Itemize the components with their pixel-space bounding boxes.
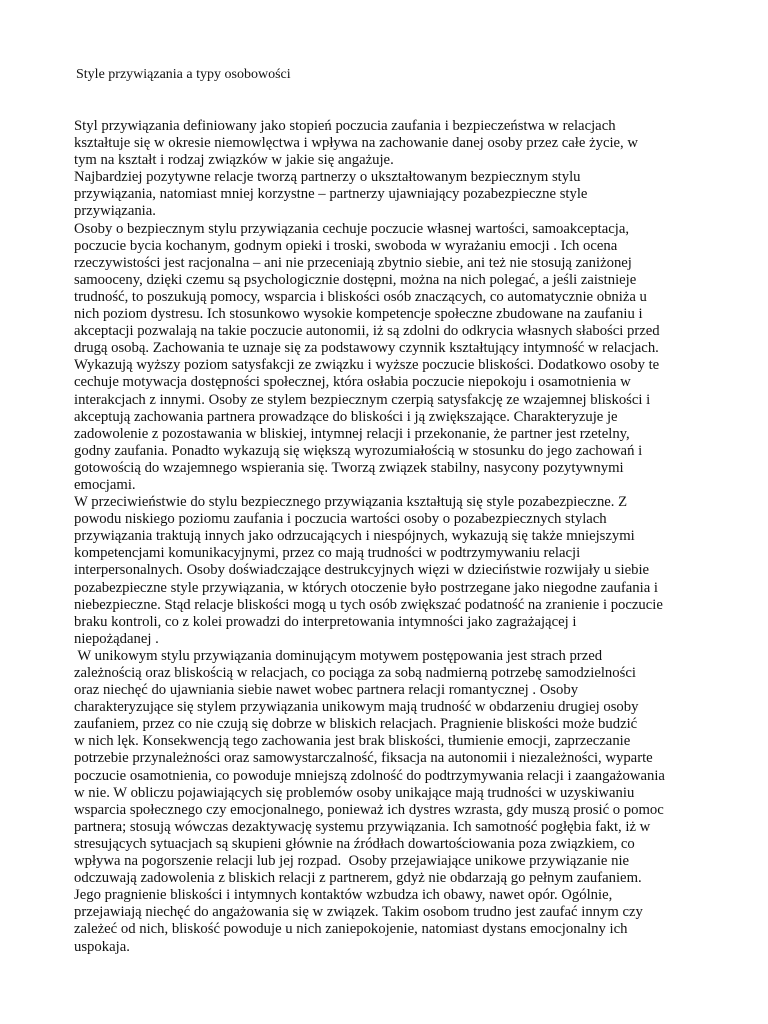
document-title: Style przywiązania a typy osobowości [76,67,291,82]
paragraph-relations: Najbardziej pozytywne relacje tworzą partnerzy o ukształtowanym bezpiecznym stylu przywiązania, natomiast mniej korzystne – partnerzy ujawniający pozabezpieczne style przywiązania. [74,169,588,220]
paragraph-secure-style: Osoby o bezpiecznym stylu przywiązania cechuje poczucie własnej wartości, samoakceptacja, poczucie bycia kochanym, godnym opieki i troski, swoboda w wyrażaniu emocji . Ich ocena rzeczywistości jest racjonalna – ani nie przeceniają zbytnio siebie, ani też nie stosują zaniżonej samooceny, dzięki czemu są psychologicznie dostępni, można na nich polegać, a jeśli zaistnieje trudność, to poszukują pomocy, wsparcia i bliskości osób znaczących, co automatycznie obniża u nich poziom dystresu. Ich stosunkowo wysokie kompetencje społeczne zbudowane na zaufaniu i akceptacji pozwalają na takie poczucie autonomii, iż są zdolni do odkrycia własnych słabości przed drugą osobą. Zachowania te uznaje się za podstawowy czynnik kształtujący intymność w relacjach. Wykazują wyższy poziom satysfakcji ze związku i wyższe poczucie bliskości. Dodatkowo osoby te cechuje motywacja dostępności społecznej, która osłabia poczucie niepokoju i osamotnienia w interakcjach z innymi. Osoby ze stylem bezpiecznym czerpią satysfakcję ze wzajemnej bliskości i akceptują zachowania partnera prowadzące do bliskości i ją zwiększające. Charakteryzuje je zadowolenie z pozostawania w bliskiej, intymnej relacji i przekonanie, że partner jest rzetelny, godny zaufania. Ponadto wykazują się większą wyrozumiałością w stosunku do jego zachowań i gotowością do wzajemnego wspierania się. Tworzą związek stabilny, nasycony pozytywnymi emocjami. [74,220,660,493]
paragraph-avoidant-style: W unikowym stylu przywiązania dominującym motywem postępowania jest strach przed zależnością oraz bliskością w relacjach, co pociąga za sobą nadmierną potrzebę samodzielności oraz niechęć do ujawniania siebie nawet wobec partnera relacji romantycznej . Osoby charakteryzujące się stylem przywiązania unikowym mają trudność w obdarzeniu drugiej osoby zaufaniem, przez co nie czują się dobrze w bliskich relacjach. Pragnienie bliskości może budzić w nich lęk. Konsekwencją tego zachowania jest brak bliskości, tłumienie emocji, zaprzeczanie potrzebie przynależności oraz samowystarczalność, fiksacja na autonomii i niezależności, wyparte poczucie osamotnienia, co powoduje mniejszą zdolność do podtrzymywania relacji i zaangażowania w nie. W obliczu pojawiających się problemów osoby unikające mają trudności w uzyskiwaniu wsparcia społecznego czy emocjonalnego, ponieważ ich dystres wzrasta, gdy muszą prosić o pomoc partnera; stosują wówczas dezaktywację systemu przywiązania. Ich samotność pogłębia fakt, iż w stresujących sytuacjach są skupieni głównie na źródłach dowartościowania poza związkiem, co wpływa na pogorszenie relacji lub jej rozpad. Osoby przejawiające unikowe przywiązanie nie odczuwają zadowolenia z bliskich relacji z partnerem, gdyż nie obdarzają go pełnym zaufaniem. Jego pragnienie bliskości i intymnych kontaktów wzbudza ich obawy, nawet opór. Ogólnie, przejawiają niechęć do angażowania się w związek. Takim osobom trudno jest zaufać innym czy zależeć od nich, bliskość powoduje u nich zaniepokojenie, natomiast dystans emocjonalny ich uspokaja. [74,647,665,955]
paragraph-insecure-styles: W przeciwieństwie do stylu bezpiecznego przywiązania kształtują się style pozabezpieczne. Z powodu niskiego poziomu zaufania i poczucia wartości osoby o pozabezpiecznych stylach przywiązania traktują innych jako odrzucających i niespójnych, wykazują się także mniejszymi kompetencjami komunikacyjnymi, przez co mają trudności w podtrzymywaniu relacji interpersonalnych. Osoby doświadczające destrukcyjnych więzi w dzieciństwie rozwijały u siebie pozabezpieczne style przywiązania, w których otoczenie było postrzegane jako niegodne zaufania i niebezpieczne. Stąd relacje bliskości mogą u tych osób zwiększać podatność na zranienie i poczucie braku kontroli, co z kolei prowadzi do interpretowania intymności jako zagrażającej i niepożądanej . [74,494,663,647]
paragraph-definition: Styl przywiązania definiowany jako stopień poczucia zaufania i bezpieczeństwa w relacjach kształtuje się w okresie niemowlęctwa i wpływa na zachowanie danej osoby przez całe życie, w tym na kształt i rodzaj związków w jakie się angażuje. [74,118,639,169]
document-body [74,118,714,956]
